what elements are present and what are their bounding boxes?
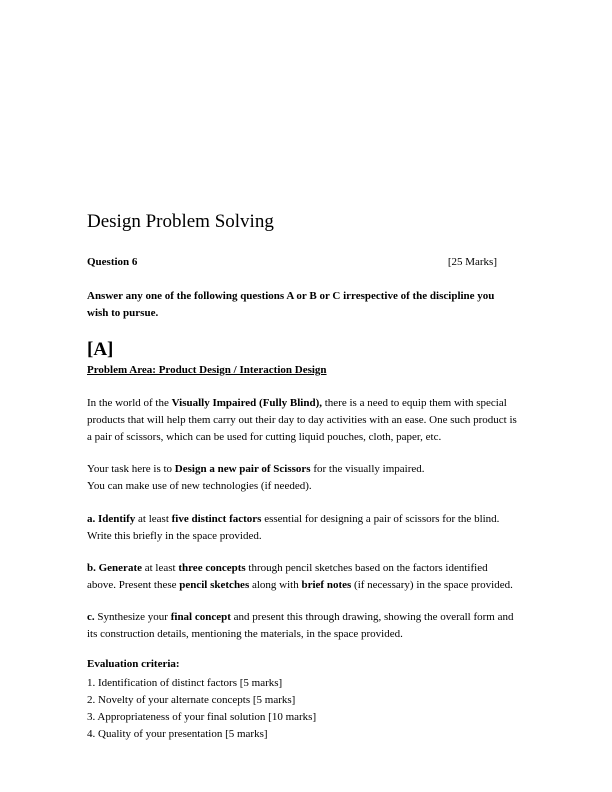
- part-b-text-4: (if necessary) in the space provided.: [351, 579, 513, 591]
- evaluation-list: [87, 675, 316, 743]
- part-c-paragraph: [87, 609, 519, 643]
- task-text-1: Your task here is to: [87, 463, 175, 475]
- evaluation-heading: Evaluation criteria:: [87, 658, 180, 670]
- part-c-text-2: and present this through drawing, showing the overall form and its construction details, mentioning the materials, in the space provided.: [87, 611, 514, 640]
- page-title: Design Problem Solving: [87, 211, 274, 232]
- task-line-2: You can make use of new technologies (if needed).: [87, 480, 312, 492]
- evaluation-item: 1. Identification of distinct factors [5 marks]: [87, 677, 283, 689]
- question-marks: [25 Marks]: [447, 256, 497, 268]
- intro-text-1: In the world of the: [87, 397, 172, 409]
- intro-bold-1: Visually Impaired (Fully Blind),: [171, 397, 322, 409]
- question-line: [87, 256, 497, 268]
- intro-paragraph: [87, 395, 519, 446]
- part-c-text-1: Synthesize your: [94, 611, 171, 623]
- part-b-bold-2: three concepts: [178, 562, 246, 574]
- problem-area-heading: Problem Area: Product Design / Interaction Design: [87, 364, 327, 376]
- part-c-bold-2: final concept: [170, 611, 231, 623]
- part-b-paragraph: [87, 560, 519, 594]
- part-a-bold-2: five distinct factors: [171, 513, 262, 525]
- task-bold-1: Design a new pair of Scissors: [174, 463, 311, 475]
- task-paragraph: [87, 461, 519, 495]
- part-a-paragraph: [87, 511, 519, 545]
- evaluation-item: 2. Novelty of your alternate concepts [5 marks]: [87, 694, 296, 706]
- evaluation-item: 4. Quality of your presentation [5 marks]: [87, 728, 268, 740]
- part-b-bold-4: brief notes: [301, 579, 352, 591]
- part-b-bold-1: b. Generate: [87, 562, 142, 574]
- part-b-text-2: through pencil sketches based on the factors identified above. Present these: [87, 562, 488, 591]
- intro-text-2: there is a need to equip them with special products that will help them carry out their day to day activities with an ease. One such product is a pair of scissors, which can be used for cutting liquid pouches, cloth, paper, etc.: [87, 397, 517, 443]
- question-label: Question 6: [87, 256, 138, 268]
- part-c-bold-1: c.: [87, 611, 95, 623]
- evaluation-item: 3. Appropriateness of your final solution [10 marks]: [87, 711, 317, 723]
- part-b-text-1: at least: [141, 562, 179, 574]
- part-a-text-1: at least: [135, 513, 172, 525]
- part-a-text-2: essential for designing a pair of scissors for the blind. Write this briefly in the space provided.: [87, 513, 500, 542]
- task-text-2: for the visually impaired.: [310, 463, 425, 475]
- instruction-text: Answer any one of the following questions A or B or C irrespective of the discipline you wish to pursue.: [87, 290, 495, 319]
- part-a-bold-1: a. Identify: [87, 513, 136, 525]
- section-label: [A]: [87, 339, 114, 360]
- part-b-text-3: along with: [249, 579, 302, 591]
- part-b-bold-3: pencil sketches: [179, 579, 250, 591]
